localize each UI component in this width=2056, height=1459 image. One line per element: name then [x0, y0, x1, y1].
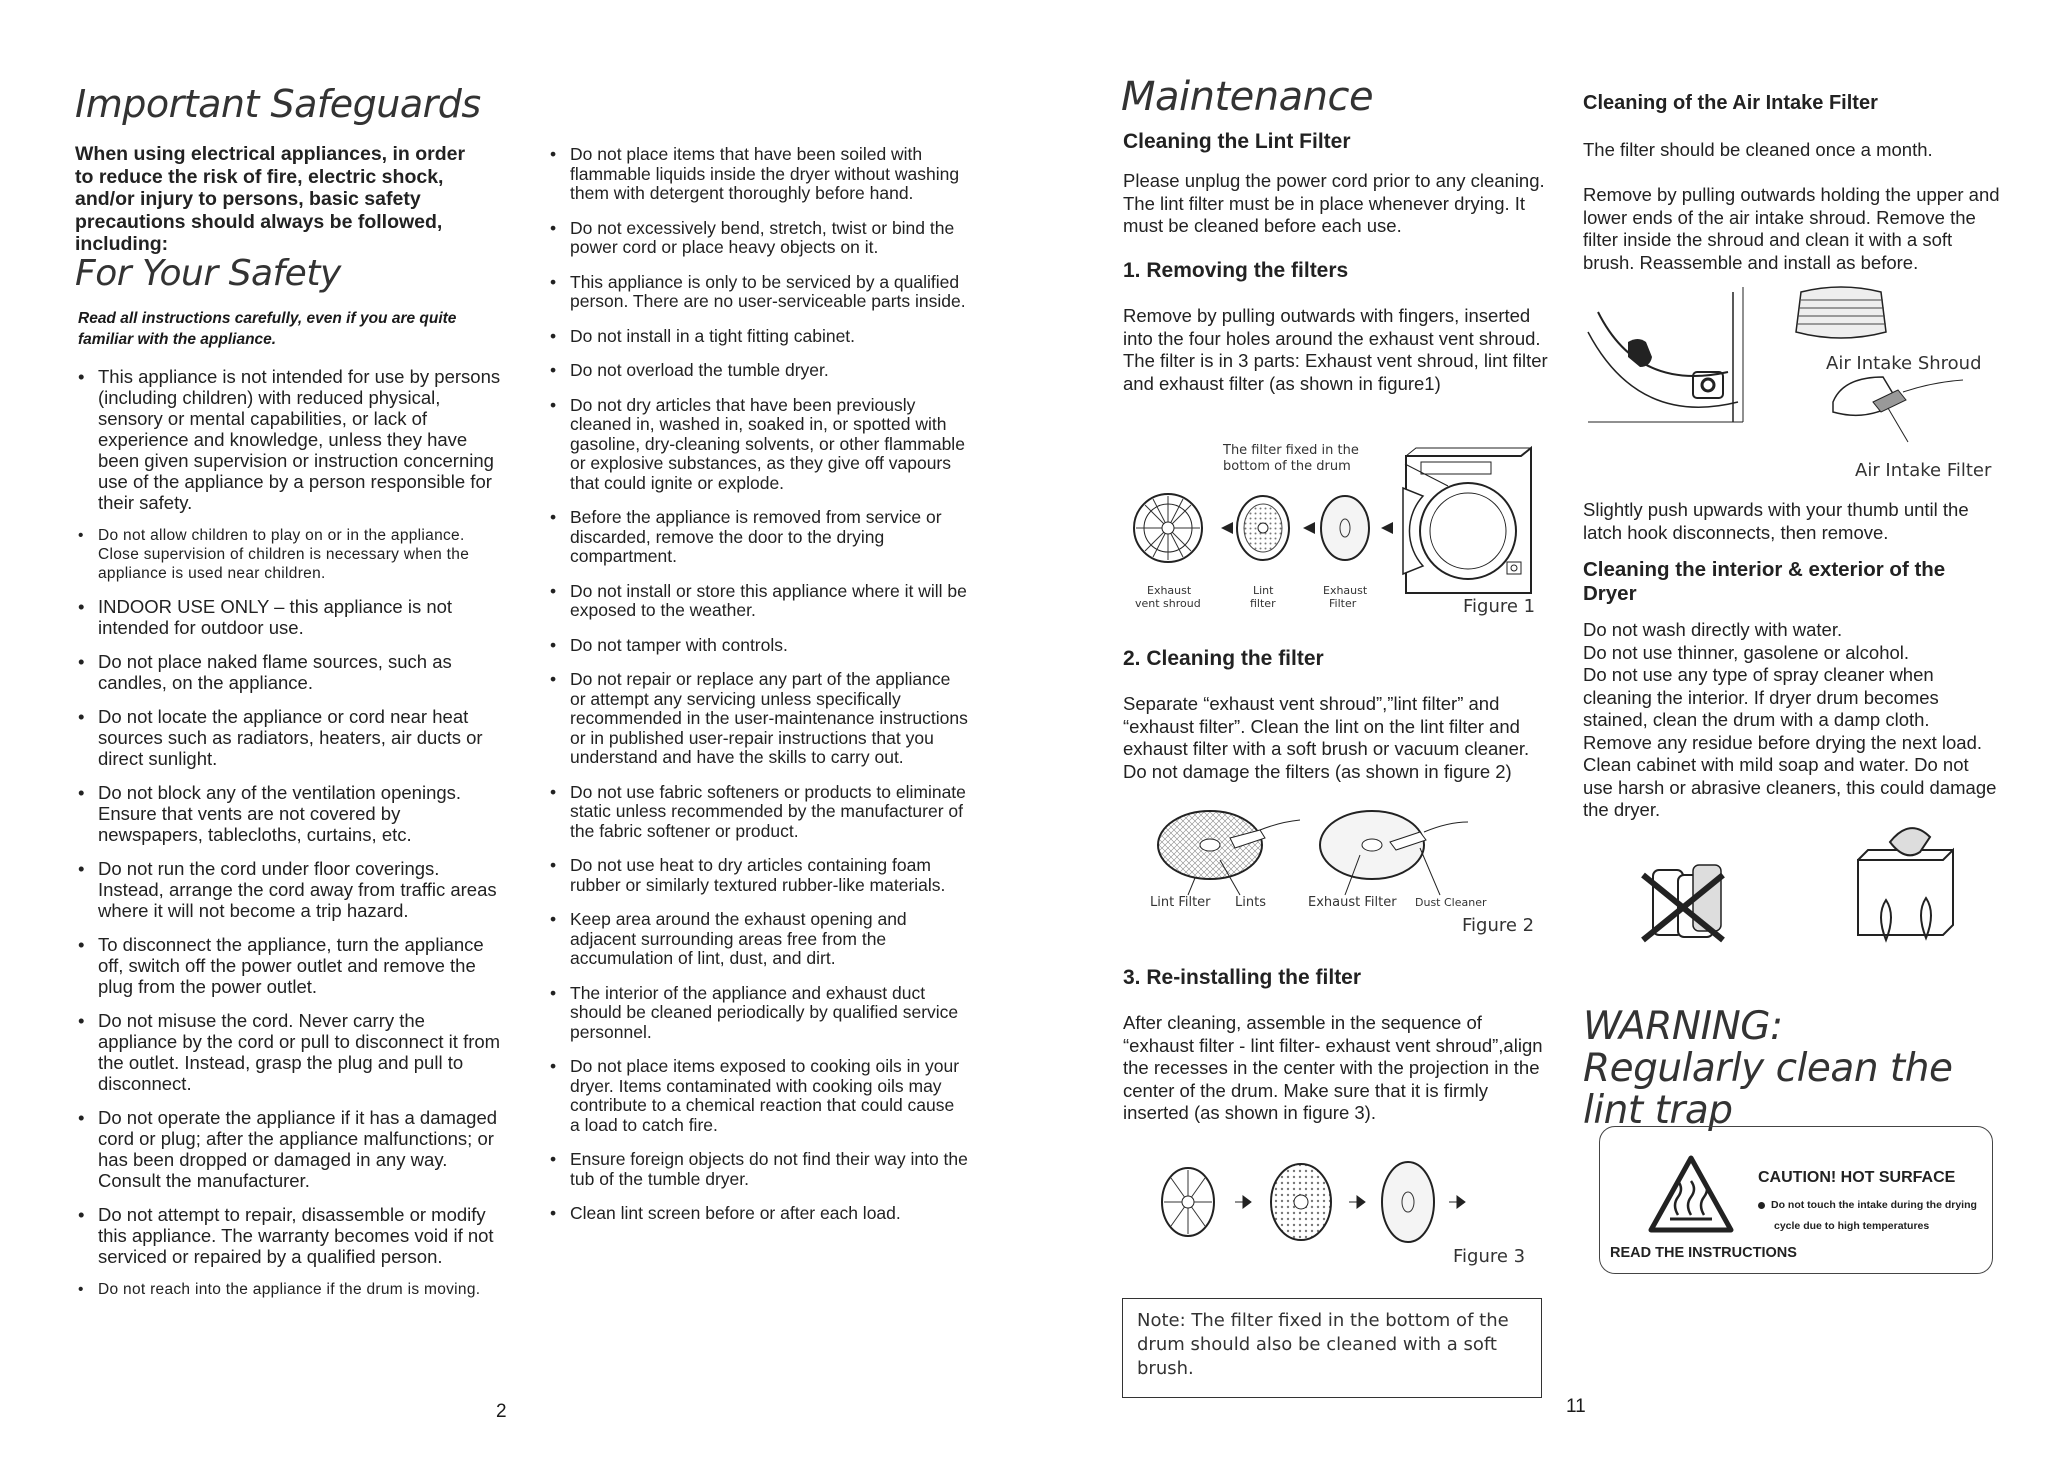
- page-number: 2: [496, 1401, 507, 1422]
- safety-list-2-item: • Keep area around the exhaust opening and adjacent surrounding areas free from the accumulation of lint, dust, and dirt.: [548, 910, 968, 969]
- exhaust-vent-shroud-icon: [1134, 494, 1202, 562]
- safety-list-2-item: • Before the appliance is removed from service or discarded, remove the door to the drying compartment.: [548, 508, 968, 567]
- figure-3-caption: Figure 3: [1453, 1246, 1526, 1267]
- fig2-label-exhaust-filter: Exhaust Filter: [1308, 895, 1397, 910]
- read-instructions-note: Read all instructions carefully, even if you are quite familiar with the appliance.: [78, 310, 457, 348]
- hot-surface-warning-icon: [1648, 1155, 1734, 1233]
- exhaust-filter-icon: [1321, 496, 1369, 560]
- safety-list-2-item: • Do not repair or replace any part of the appliance or attempt any servicing unless specifically recommended in the user-maintenance instructions or in published user-repair instructions that you understand and have the skills to carry out.: [548, 670, 968, 768]
- figure-2-filter-cleaning: [1150, 800, 1550, 940]
- hand-icon: [1628, 339, 1652, 367]
- safety-list-1-item: • Do not locate the appliance or cord near heat sources such as radiators, heaters, air ducts or direct sunlight.: [76, 706, 508, 769]
- safety-list-2-item: • Do not install in a tight fitting cabinet.: [548, 327, 968, 347]
- air-intake-figure: [1583, 282, 2003, 482]
- exhaust-vent-shroud-icon: [1162, 1168, 1214, 1236]
- step-2-text: Separate “exhaust vent shroud”,”lint filter” and “exhaust filter”. Clean the lint on the lint filter and exhaust filter with a soft brush or vacuum cleaner. Do not damage the filters (as shown in figure 2): [1123, 693, 1530, 782]
- figure-3-reinstalling: [1153, 1150, 1533, 1270]
- figure-1-filter-removal: [1123, 436, 1573, 626]
- fig1-label-exhaust-1: Exhaust: [1323, 584, 1368, 597]
- warning-title: WARNING: Regularly clean the lint trap: [1583, 1004, 1953, 1133]
- no-solvents-icon: [1643, 865, 1723, 940]
- lint-filter-intro: Please unplug the power cord prior to any cleaning. The lint filter must be in place whenever drying. It must be cleaned before each use.: [1123, 170, 1545, 236]
- interior-heading: Cleaning the interior & exterior of the Dryer: [1583, 558, 1946, 605]
- dryer-side-icon: [1588, 287, 1743, 422]
- figure-2-caption: Figure 2: [1462, 915, 1535, 936]
- air-intake-filter-label: Air Intake Filter: [1855, 460, 1992, 481]
- safety-list-1-item: • Do not block any of the ventilation openings. Ensure that vents are not covered by newspapers, tablecloths, curtains, etc.: [76, 782, 508, 845]
- interior-line-2: Do not use thinner, gasolene or alcohol.: [1583, 641, 1910, 663]
- safety-list-1-item: • Do not attempt to repair, disassemble or modify this appliance. The warranty becomes void if not serviced or repaired by a qualified person.: [76, 1204, 508, 1267]
- fig1-label-shroud-2: vent shroud: [1135, 597, 1201, 610]
- dryer-cleaning-icon: [1858, 828, 1953, 940]
- bullet-dot-icon: [1758, 1202, 1765, 1209]
- step-1-text: Remove by pulling outwards with fingers, inserted into the four holes around the exhaust vent shroud. The filter is in 3 parts: Exhaust vent shroud, lint filter and exhaust filter (as shown in figure1): [1123, 305, 1548, 394]
- safety-list-1-item: • Do not run the cord under floor coverings. Instead, arrange the cord away from traffic areas where it will not become a trip hazard.: [76, 858, 508, 921]
- safety-list-2-item: • Do not dry articles that have been previously cleaned in, washed in, soaked in, or spotted with gasoline, dry-cleaning solvents, or other flammable or explosive substances, as they give off vapours that could ignite or explode.: [548, 396, 968, 494]
- interior-line-3: Do not use any type of spray cleaner when cleaning the interior. If dryer drum becomes stained, clean the drum with a damp cloth. Remove any residue before drying the next load. Clean cabinet with mild soap and water. Do not use harsh or abrasive cleaners, this could damage the dryer.: [1583, 664, 1997, 820]
- dryer-icon: [1403, 448, 1531, 593]
- air-intake-filter-icon: [1833, 377, 1963, 442]
- fig1-label-lint-1: Lint: [1253, 584, 1274, 597]
- interior-text: [1583, 619, 2003, 822]
- fig1-label-exhaust-2: Filter: [1329, 597, 1357, 610]
- note-box: [1122, 1298, 1542, 1398]
- fig1-label-lint-2: filter: [1250, 597, 1276, 610]
- caution-footer: READ THE INSTRUCTIONS: [1610, 1245, 1797, 1261]
- air-intake-text-3: Slightly push upwards with your thumb until the latch hook disconnects, then remove.: [1583, 499, 1969, 543]
- lint-filter-icon: [1271, 1164, 1331, 1240]
- caution-line-1: [1758, 1199, 1977, 1211]
- safety-list-1-item: • Do not allow children to play on or in the appliance. Close supervision of children is necessary when the appliance is used near children.: [76, 526, 508, 583]
- safety-list-2-item: • Clean lint screen before or after each load.: [548, 1204, 968, 1224]
- exhaust-filter-icon: [1382, 1162, 1434, 1242]
- fig1-callout-line2: bottom of the drum: [1223, 459, 1351, 474]
- safety-list-2-item: • Do not use fabric softeners or products to eliminate static unless recommended by the manufacturer of the fabric softener or product.: [548, 783, 968, 842]
- page-title: Important Safeguards: [75, 82, 481, 126]
- exhaust-filter-cleaning-icon: [1320, 811, 1468, 879]
- fig2-label-lint-filter: Lint Filter: [1150, 895, 1211, 910]
- safety-list-2-item: • The interior of the appliance and exhaust duct should be cleaned periodically by qualified service personnel.: [548, 984, 968, 1043]
- safety-list-2-item: • Do not overload the tumble dryer.: [548, 361, 968, 381]
- safety-list-2-item: • Ensure foreign objects do not find their way into the tub of the tumble dryer.: [548, 1150, 968, 1189]
- safety-list-2: [548, 145, 968, 1224]
- safety-list-1-item: • INDOOR USE ONLY – this appliance is not intended for outdoor use.: [76, 596, 508, 638]
- safety-list-2-item: • Do not excessively bend, stretch, twist or bind the power cord or place heavy objects on it.: [548, 219, 968, 258]
- no-chemicals-figure: [1628, 820, 1988, 955]
- air-intake-shroud-label: Air Intake Shroud: [1826, 353, 1982, 374]
- safety-list-2-item: • Do not place items exposed to cooking oils in your dryer. Items contaminated with cooking oils may contribute to a chemical reaction that could cause a load to catch fire.: [548, 1057, 968, 1135]
- air-intake-heading: Cleaning of the Air Intake Filter: [1583, 92, 1878, 114]
- note-text: Note: The filter fixed in the bottom of the drum should also be cleaned with a soft brush.: [1137, 1310, 1509, 1379]
- safety-list-1: [76, 366, 508, 1299]
- safety-list-2-item: • Do not use heat to dry articles containing foam rubber or similarly textured rubber-like materials.: [548, 856, 968, 895]
- safety-list-1-item: • This appliance is not intended for use by persons (including children) with reduced physical, sensory or mental capabilities, or lack of experience and knowledge, unless they have been given supervision or instruction concerning use of the appliance by a person responsible for their safety.: [76, 366, 508, 513]
- safety-list-1-item: • Do not misuse the cord. Never carry the appliance by the cord or pull to disconnect it from the outlet. Instead, grasp the plug and pull to disconnect.: [76, 1010, 508, 1094]
- maintenance-title: Maintenance: [1121, 74, 1374, 120]
- fig2-label-lints: Lints: [1235, 895, 1266, 910]
- safety-list-2-item: • Do not tamper with controls.: [548, 636, 968, 656]
- safety-list-2-item: • This appliance is only to be serviced by a qualified person. There are no user-serviceable parts inside.: [548, 273, 968, 312]
- lint-filter-cleaning-icon: [1158, 811, 1300, 879]
- air-intake-shroud-icon: [1796, 287, 1886, 338]
- safety-list-1-item: • To disconnect the appliance, turn the appliance off, switch off the power outlet and remove the plug from the power outlet.: [76, 934, 508, 997]
- step-3-heading: 3. Re-installing the filter: [1123, 966, 1362, 989]
- lint-filter-heading: Cleaning the Lint Filter: [1123, 130, 1351, 153]
- safety-list-2-item: • Do not place items that have been soiled with flammable liquids inside the dryer without washing them with detergent thoroughly before hand.: [548, 145, 968, 204]
- safety-list-1-item: • Do not reach into the appliance if the drum is moving.: [76, 1280, 508, 1299]
- safety-column-2: [548, 145, 968, 1239]
- caution-line-1-text: Do not touch the intake during the drying: [1771, 1199, 1977, 1211]
- air-intake-text-1: The filter should be cleaned once a month.: [1583, 139, 1933, 160]
- safety-intro: When using electrical appliances, in order to reduce the risk of fire, electric shock, and/or injury to persons, basic safety precautions should always be followed, including:: [75, 143, 466, 255]
- lint-filter-icon: [1237, 496, 1289, 560]
- figure-1-caption: Figure 1: [1463, 596, 1536, 617]
- caution-label: [1599, 1126, 1993, 1274]
- fig2-label-dust-cleaner: Dust Cleaner: [1415, 896, 1487, 909]
- right-page: [1028, 0, 2056, 1459]
- caution-line-2: cycle due to high temperatures: [1774, 1220, 1930, 1232]
- fig1-callout-line1: The filter fixed in the: [1223, 443, 1359, 458]
- safety-column-1: [76, 366, 508, 1312]
- step-2-heading: 2. Cleaning the filter: [1123, 647, 1324, 670]
- page-number: 11: [1566, 1396, 1586, 1417]
- safety-list-2-item: • Do not install or store this appliance where it will be exposed to the weather.: [548, 582, 968, 621]
- interior-line-1: Do not wash directly with water.: [1583, 619, 1843, 640]
- air-intake-text-2: Remove by pulling outwards holding the upper and lower ends of the air intake shroud. Remove the filter inside the shroud and clean it with a soft brush. Reassemble and install as before.: [1583, 184, 2000, 273]
- safety-list-1-item: • Do not operate the appliance if it has a damaged cord or plug; after the appliance malfunctions; or has been dropped or damaged in any way. Consult the manufacturer.: [76, 1107, 508, 1191]
- fig1-label-shroud-1: Exhaust: [1147, 584, 1192, 597]
- step-1-heading: 1. Removing the filters: [1123, 259, 1349, 282]
- section-title: For Your Safety: [75, 253, 341, 294]
- step-3-text: After cleaning, assemble in the sequence of “exhaust filter - lint filter- exhaust vent shroud”,align the recesses in the center with the projection in the center of the drum. Make sure that it is firmly inserted (as shown in figure 3).: [1123, 1012, 1543, 1123]
- caution-title: CAUTION! HOT SURFACE: [1758, 1169, 1956, 1186]
- safety-list-1-item: • Do not place naked flame sources, such as candles, on the appliance.: [76, 651, 508, 693]
